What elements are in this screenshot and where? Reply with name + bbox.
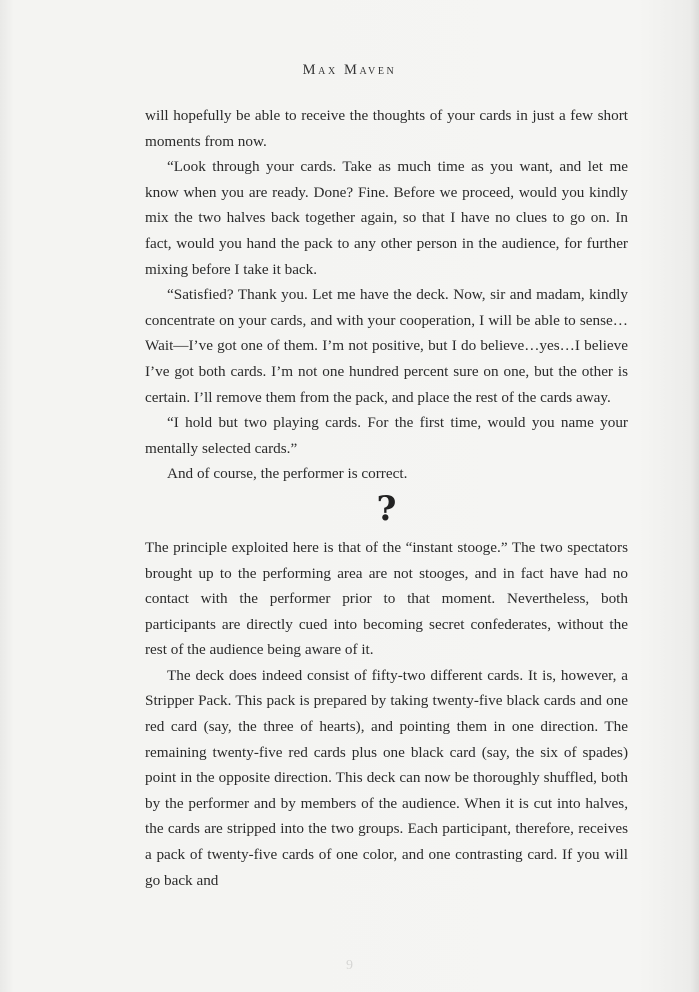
paragraph: “Satisfied? Thank you. Let me have the deck. Now, sir and madam, kindly concentrate on your cards, and with your cooperation, I will be able to sense… Wait—I’ve got one of them. I’m not positive, but I do believe…yes…I believe I’ve got both cards. I’m not one hundred percent sure on one, but the other is certain. I’ll remove them from the pack, and place the rest of the cards away. [145, 286, 628, 406]
paragraph: The deck does indeed consist of fifty-two different cards. It is, however, a Stripper Pack. This pack is prepared by taking twenty-five black cards and one red card (say, the three of hearts), and pointing them in one direction. The remaining twenty-five red cards plus one black card (say, the six of spades) point in the opposite direction. This deck can now be thoroughly shuffled, both by the performer and by members of the audience. When it is cut into halves, the cards are stripped into the two groups. Each participant, therefore, receives a pack of twenty-five cards of one color, and one contrasting card. If you will go back and [145, 666, 628, 889]
page-body [145, 103, 628, 893]
question-mark-ornament: ? [376, 488, 397, 529]
running-header: Max Maven [302, 62, 397, 78]
paragraph: “I hold but two playing cards. For the first time, would you name your mentally selected cards.” [145, 414, 628, 457]
paragraph: And of course, the performer is correct. [167, 465, 408, 483]
paragraph: The principle exploited here is that of the “instant stooge.” The two spectators brought up to the performing area are not stooges, and in fact have had no contact with the performer prior to that moment. Nevertheless, both participants are directly cued into becoming secret confederates, without the rest of the audience being aware of it. [145, 538, 628, 659]
paragraph: “Look through your cards. Take as much time as you want, and let me know when you are ready. Done? Fine. Before we proceed, would you kindly mix the two halves back together again, so that I have no clues to go on. In fact, would you hand the pack to any other person in the audience, for further mixing before I take it back. [145, 158, 628, 278]
page-number: 9 [346, 958, 353, 973]
paragraph-continued: will hopefully be able to receive the thoughts of your cards in just a few short moments from now. [145, 107, 628, 150]
